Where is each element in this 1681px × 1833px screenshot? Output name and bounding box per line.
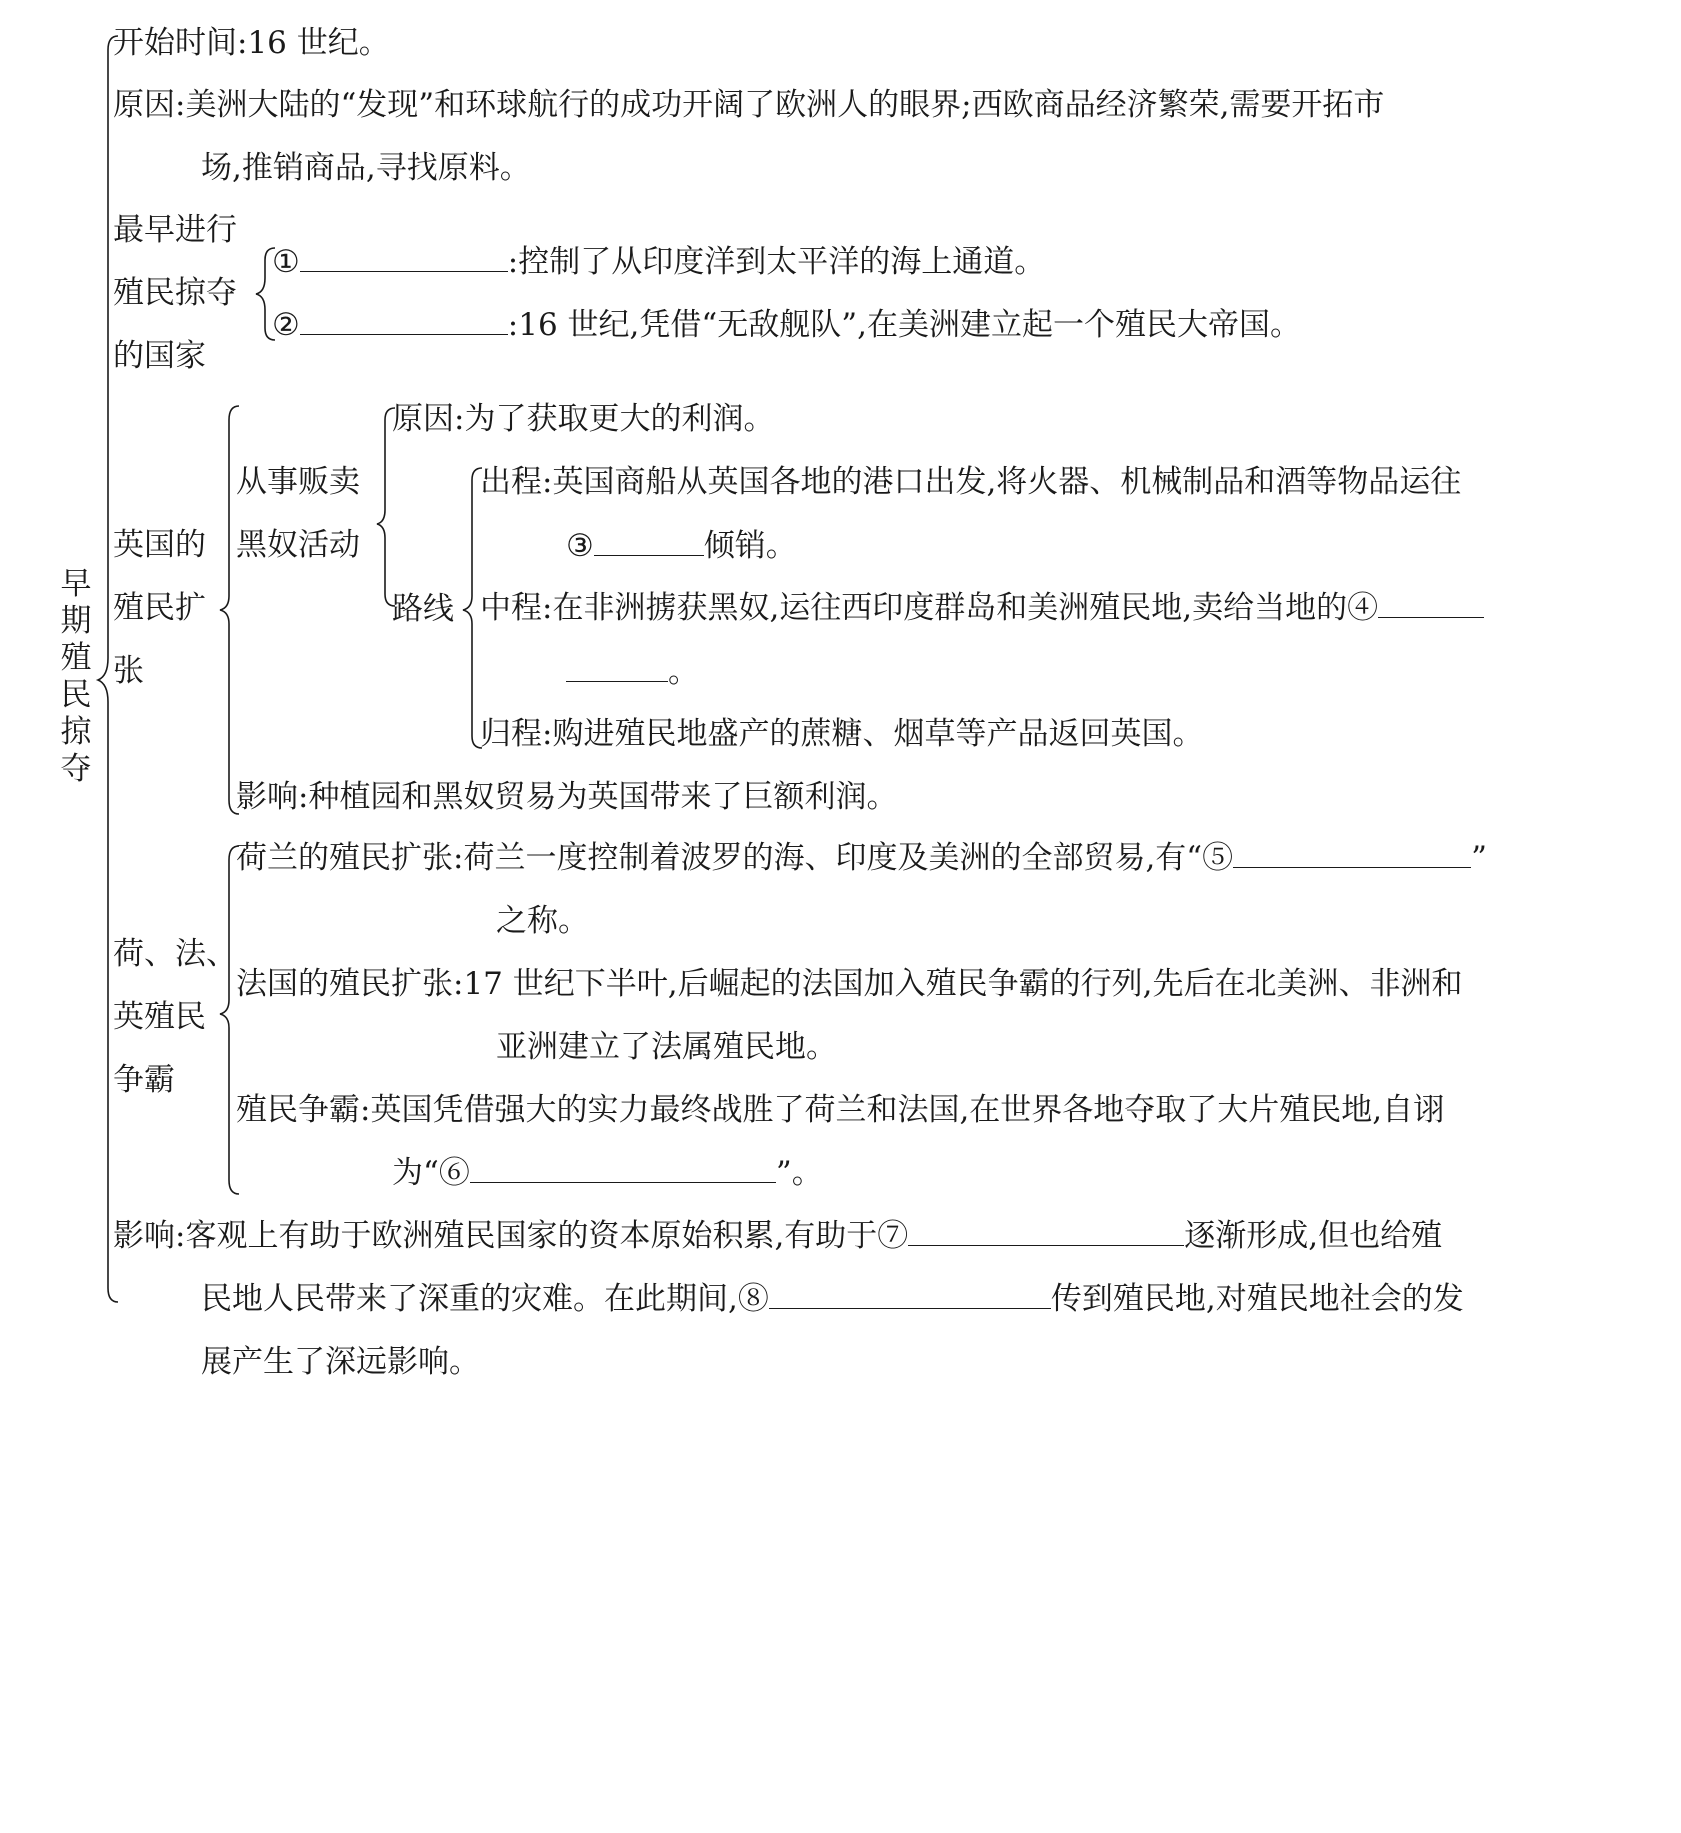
blank-8[interactable] — [769, 1280, 1051, 1309]
root-title-char: 期 — [60, 603, 92, 639]
rivalry-label-line: 争霸 — [113, 1062, 175, 1098]
root-title-char: 早 — [60, 566, 92, 602]
britain-label-line: 殖民扩 — [113, 590, 206, 626]
blank-2[interactable] — [300, 306, 508, 335]
britain-label-line: 英国的 — [113, 527, 206, 563]
blank-marker-1: ① — [272, 244, 300, 280]
rivalry-label-line: 英殖民 — [113, 999, 206, 1035]
cause-line-2: 场,推销商品,寻找原料。 — [201, 150, 531, 186]
influence-post: 逐渐形成,但也给殖 — [1184, 1218, 1443, 1254]
britain-impact: 影响:种植园和黑奴贸易为英国带来了巨额利润。 — [236, 779, 898, 815]
route-label: 路线 — [392, 591, 454, 627]
blank-4a[interactable] — [1378, 589, 1484, 618]
middle-passage-tail: 。 — [668, 654, 699, 690]
contest-line-2 — [392, 1153, 823, 1193]
root-title-char: 夺 — [60, 751, 92, 787]
blank-3[interactable] — [594, 527, 704, 556]
earliest-label-line: 最早进行 — [113, 212, 237, 248]
outbound-line-2 — [566, 526, 797, 566]
blank-4b[interactable] — [566, 653, 668, 682]
slave-trade-label-line: 从事贩卖 — [236, 464, 360, 500]
contest-line-1: 殖民争霸:英国凭借强大的实力最终战胜了荷兰和法国,在世界各地夺取了大片殖民地,自诩 — [236, 1092, 1445, 1128]
contest-post: ”。 — [775, 1155, 823, 1191]
blank-marker-3: ③ — [566, 528, 594, 564]
return-passage: 归程:购进殖民地盛产的蔗糖、烟草等产品返回英国。 — [480, 716, 1204, 752]
earliest-item-2 — [272, 305, 1301, 345]
dutch-line-1 — [236, 838, 1487, 878]
dutch-text: 荷兰的殖民扩张:荷兰一度控制着波罗的海、印度及美洲的全部贸易,有“⑤ — [236, 840, 1234, 876]
earliest-item-2-text: :16 世纪,凭借“无敌舰队”,在美洲建立起一个殖民大帝国。 — [507, 307, 1301, 343]
blank-marker-2: ② — [272, 307, 300, 343]
earliest-item-1-text: :控制了从印度洋到太平洋的海上通道。 — [507, 244, 1046, 280]
french-line-1: 法国的殖民扩张:17 世纪下半叶,后崛起的法国加入殖民争霸的行列,先后在北美洲、非洲和 — [236, 966, 1463, 1002]
influence-line-2-pre: 民地人民带来了深重的灾难。在此期间,⑧ — [201, 1281, 769, 1317]
earliest-label-line: 殖民掠夺 — [113, 275, 237, 311]
blank-1[interactable] — [300, 243, 508, 272]
britain-label-line: 张 — [113, 653, 144, 689]
cause-line-1: 原因:美洲大陆的“发现”和环球航行的成功开阔了欧洲人的眼界;西欧商品经济繁荣,需要开拓市 — [113, 87, 1385, 123]
influence-line-1 — [113, 1216, 1442, 1256]
influence-line-2 — [201, 1279, 1464, 1319]
slave-trade-reason: 原因:为了获取更大的利润。 — [392, 401, 775, 437]
blank-5[interactable] — [1233, 839, 1471, 868]
earliest-item-1 — [272, 242, 1045, 282]
slave-trade-label-line: 黑奴活动 — [236, 527, 360, 563]
blank-7[interactable] — [908, 1217, 1184, 1246]
outbound-line-1: 出程:英国商船从英国各地的港口出发,将火器、机械制品和酒等物品运往 — [480, 464, 1462, 500]
outbound-tail: 倾销。 — [703, 528, 797, 564]
root-title-char: 掠 — [60, 714, 92, 750]
influence-line-2-post: 传到殖民地,对殖民地社会的发 — [1050, 1281, 1464, 1317]
middle-passage-line-1 — [480, 588, 1484, 628]
influence-line-3: 展产生了深远影响。 — [201, 1344, 480, 1380]
root-title-char: 殖 — [60, 640, 92, 676]
influence-pre: 影响:客观上有助于欧洲殖民国家的资本原始积累,有助于⑦ — [113, 1218, 909, 1254]
root-title-char: 民 — [60, 677, 92, 713]
contest-pre: 为“⑥ — [392, 1155, 470, 1191]
earliest-label-line: 的国家 — [113, 338, 206, 374]
dutch-line-2: 之称。 — [496, 903, 589, 939]
start-time: 开始时间:16 世纪。 — [113, 25, 390, 61]
root-title — [56, 566, 96, 788]
french-line-2: 亚洲建立了法属殖民地。 — [496, 1029, 837, 1065]
rivalry-brace — [220, 846, 239, 1194]
blank-6[interactable] — [470, 1154, 776, 1183]
middle-passage-text: 中程:在非洲掳获黑奴,运往西印度群岛和美洲殖民地,卖给当地的④ — [480, 590, 1379, 626]
rivalry-label-line: 荷、法、 — [113, 936, 237, 972]
dutch-close-quote: ” — [1471, 840, 1488, 876]
middle-passage-line-2 — [566, 652, 699, 692]
